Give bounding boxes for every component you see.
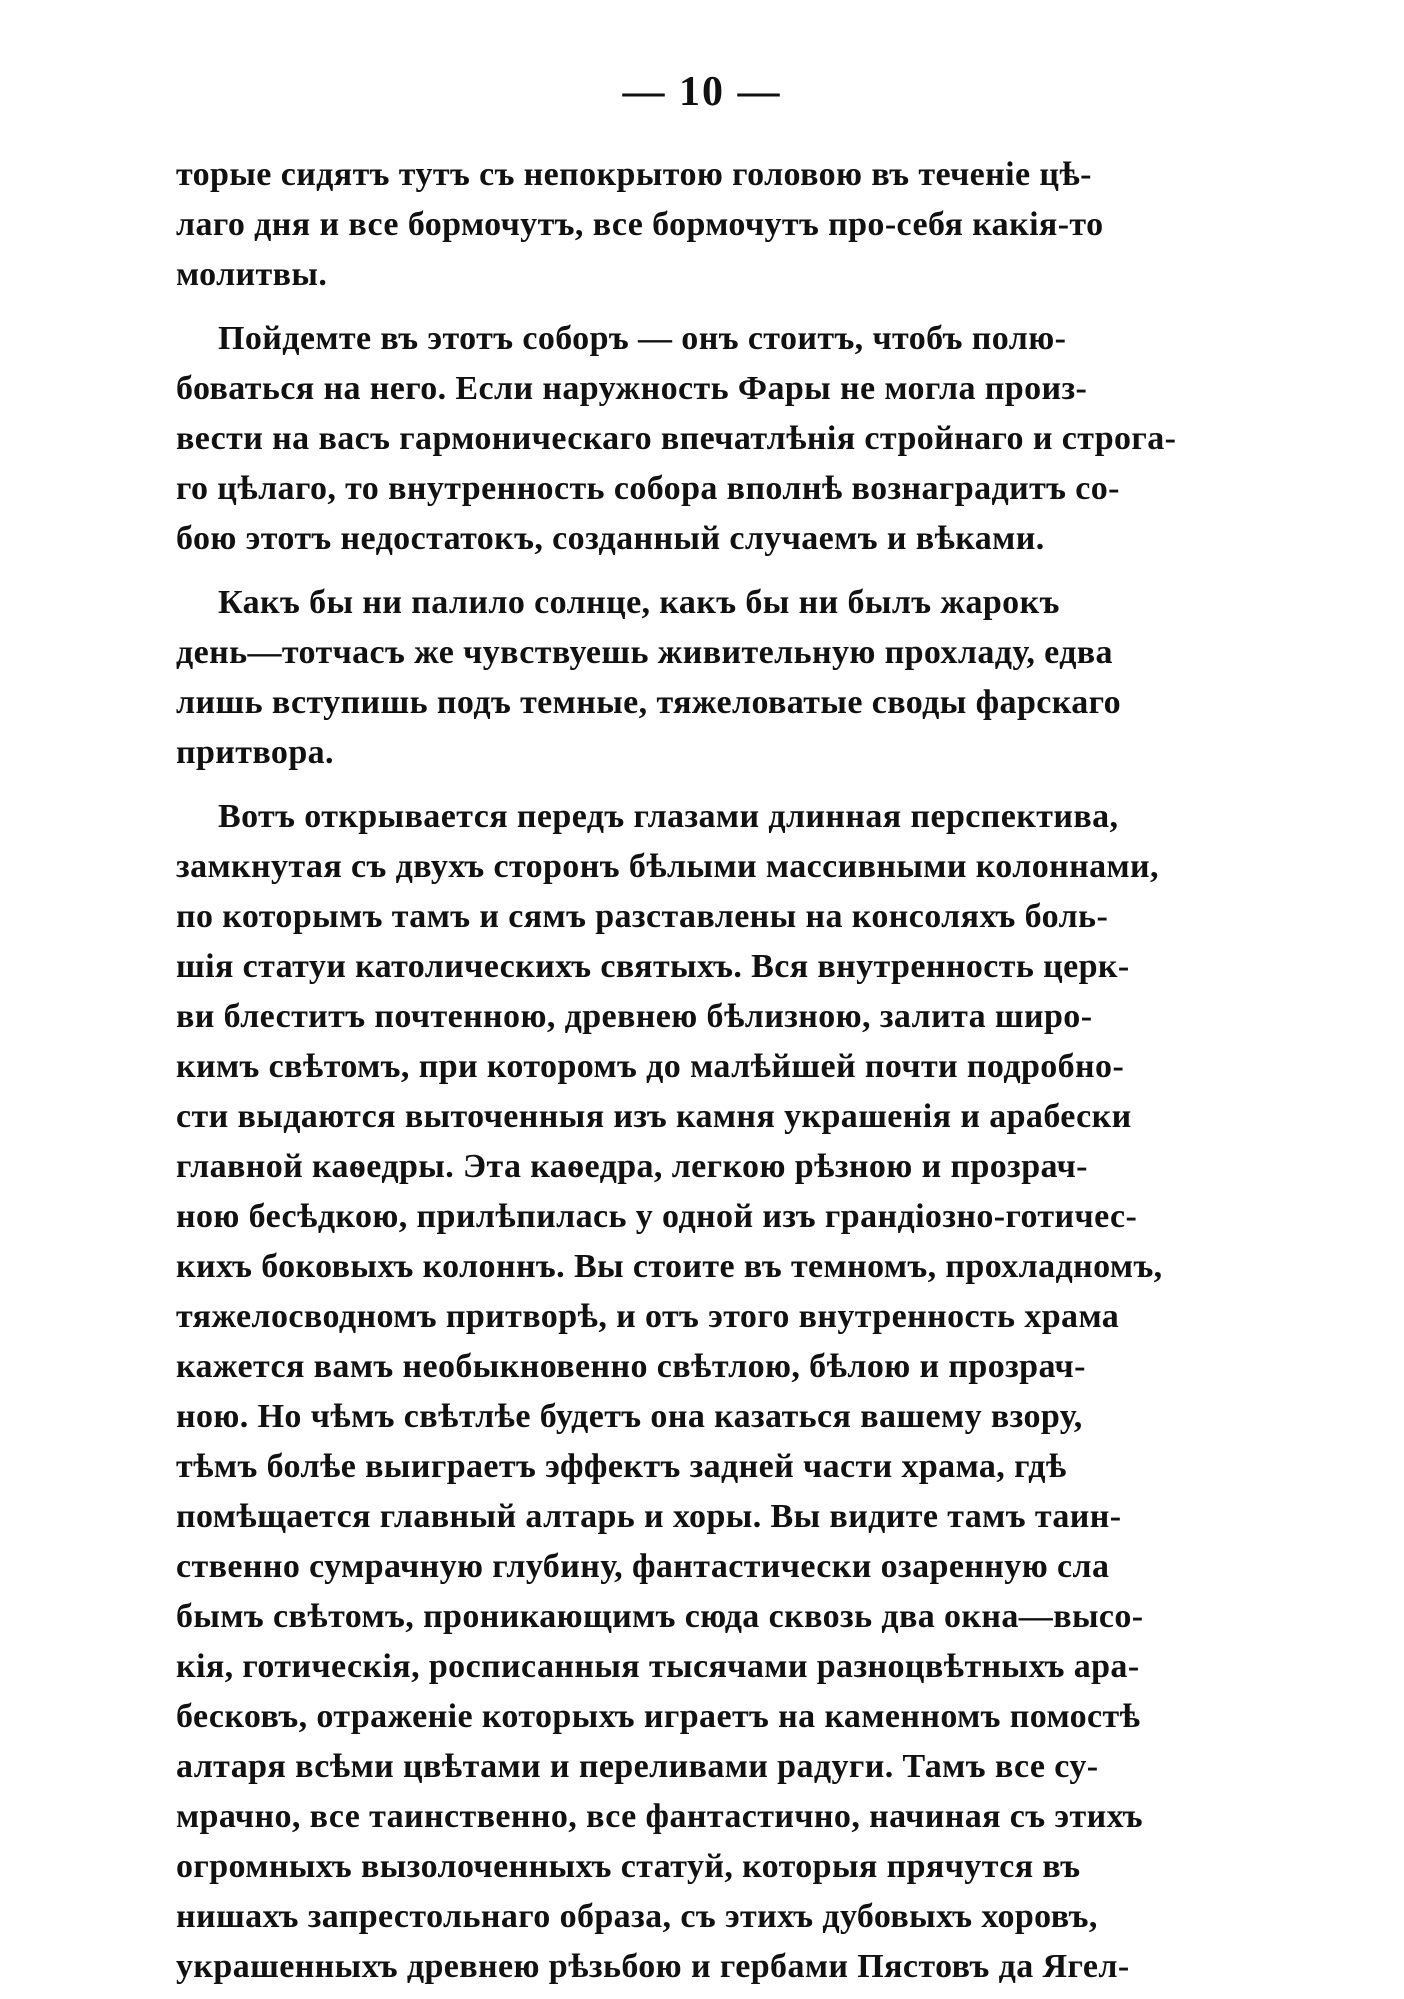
text-line: го цѣлаго, то внутренность собора вполнѣ вознаградитъ со- <box>176 470 1120 507</box>
text-line: кія, готическія, росписанныя тысячами разноцвѣтныхъ ара- <box>176 1648 1140 1685</box>
paragraph <box>176 314 1228 564</box>
text-line: бою этотъ недостатокъ, созданный случаемъ и вѣками. <box>176 520 1045 557</box>
text-line: Пойдемте въ этотъ соборъ — онъ стоитъ, чтобъ полю- <box>218 320 1067 357</box>
text-line: лаго дня и все бормочутъ, все бормочутъ про-себя какія-то <box>176 206 1104 243</box>
text-line: мрачно, все таинственно, все фантастично, начиная съ этихъ <box>176 1798 1143 1835</box>
body-text <box>176 150 1228 1992</box>
page-number: — 10 — <box>622 69 782 115</box>
text-line: притвора. <box>176 734 334 771</box>
paragraph <box>176 792 1228 1992</box>
text-line: помѣщается главный алтарь и хоры. Вы видите тамъ таин- <box>176 1498 1122 1535</box>
text-line: кимъ свѣтомъ, при которомъ до малѣйшей почти подробно- <box>176 1048 1125 1085</box>
text-line: тяжелосводномъ притворѣ, и отъ этого внутренность храма <box>176 1298 1120 1335</box>
text-line: сти выдаются выточенныя изъ камня украшенія и арабески <box>176 1098 1132 1135</box>
text-line: ною. Но чѣмъ свѣтлѣе будетъ она казаться вашему взору, <box>176 1398 1083 1435</box>
text-line: замкнутая съ двухъ сторонъ бѣлыми массивными колоннами, <box>176 848 1159 885</box>
text-line: молитвы. <box>176 256 328 293</box>
text-line: шія статуи католическихъ святыхъ. Вся внутренность церк- <box>176 948 1130 985</box>
text-line: боваться на него. Если наружность Фары не могла произ- <box>176 370 1088 407</box>
text-line: Какъ бы ни палило солнце, какъ бы ни былъ жарокъ <box>218 584 1060 621</box>
text-line: лишь вступишь подъ темные, тяжеловатые своды фарскаго <box>176 684 1122 721</box>
text-line: украшенныхъ древнею рѣзьбою и гербами Пястовъ да Ягел- <box>176 1948 1130 1985</box>
text-line: бымъ свѣтомъ, проникающимъ сюда сквозь два окна—высо- <box>176 1598 1144 1635</box>
text-line: по которымъ тамъ и сямъ разставлены на консоляхъ боль- <box>176 898 1109 935</box>
text-line: ви блеститъ почтенною, древнею бѣлизною, залита широ- <box>176 998 1093 1035</box>
text-line: кихъ боковыхъ колоннъ. Вы стоите въ темномъ, прохладномъ, <box>176 1248 1163 1285</box>
text-line: нишахъ запрестольнаго образа, съ этихъ дубовыхъ хоровъ, <box>176 1898 1098 1935</box>
text-line: кажется вамъ необыкновенно свѣтлою, бѣлою и прозрач- <box>176 1348 1086 1385</box>
text-line: бесковъ, отраженіе которыхъ играетъ на каменномъ помостѣ <box>176 1698 1141 1735</box>
text-line: алтаря всѣми цвѣтами и переливами радуги. Тамъ все су- <box>176 1748 1099 1785</box>
text-line: день—тотчасъ же чувствуешь живительную прохладу, едва <box>176 634 1113 671</box>
text-line: ственно сумрачную глубину, фантастически озаренную сла <box>176 1548 1110 1585</box>
text-line: главной каѳедры. Эта каѳедра, легкою рѣзною и прозрач- <box>176 1148 1088 1185</box>
text-line: тѣмъ болѣе выиграетъ эффектъ задней части храма, гдѣ <box>176 1448 1067 1485</box>
paragraph <box>176 578 1228 778</box>
text-line: вести на васъ гармоническаго впечатлѣнія стройнаго и строга- <box>176 420 1177 457</box>
text-line: торые сидятъ тутъ съ непокрытою головою въ теченіе цѣ- <box>176 156 1092 193</box>
paragraph <box>176 150 1228 300</box>
text-line: огромныхъ вызолоченныхъ статуй, которыя прячутся въ <box>176 1848 1081 1885</box>
text-line: ною бесѣдкою, прилѣпилась у одной изъ грандіозно-готичес- <box>176 1198 1138 1235</box>
text-line: Вотъ открывается передъ глазами длинная перспектива, <box>218 798 1119 835</box>
